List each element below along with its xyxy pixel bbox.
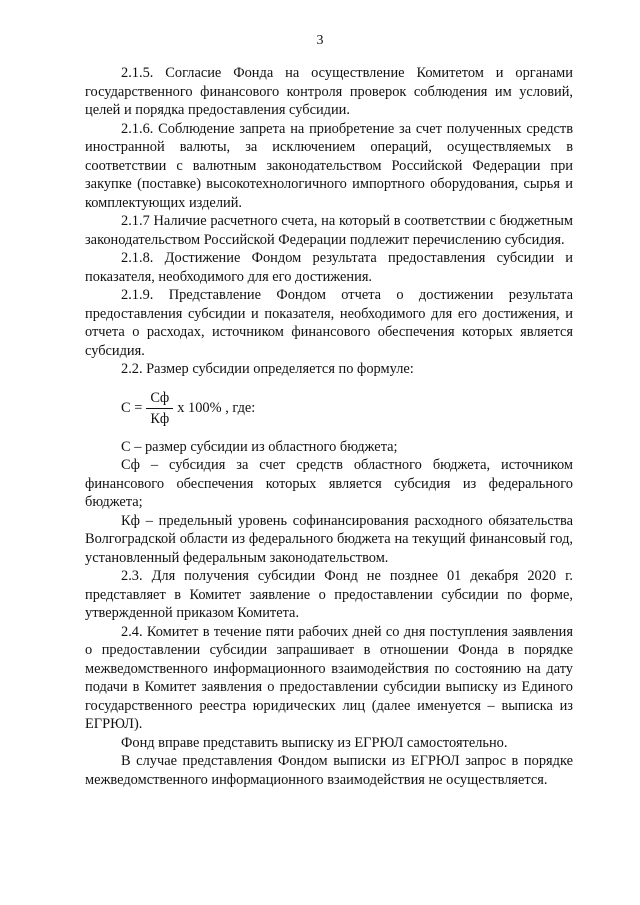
paragraph-2-1-7: 2.1.7 Наличие расчетного счета, на который в соответствии с бюджетным законодательством Российской Федерации подлежит перечислению субсидия. [85, 213, 573, 248]
formula-denominator: Кф [150, 410, 170, 427]
formula-fraction [146, 389, 173, 428]
formula-numerator: Сф [146, 389, 173, 409]
formula-lhs: С = [121, 399, 143, 416]
paragraph-2-1-9: 2.1.9. Представление Фондом отчета о достижении результата предоставления субсидии и показателя, необходимого для его достижения, и отчета о расходах, источником финансового обеспечения которых является субсидия. [85, 287, 573, 359]
definition-sf: Сф – субсидия за счет средств областного бюджета, источником финансового обеспечения которых является субсидия из федерального бюджета; [85, 457, 573, 510]
paragraph-2-1-6: 2.1.6. Соблюдение запрета на приобретение за счет полученных средств иностранной валюты, за исключением операций, осуществляемых в соответствии с валютным законодательством Российской Федерации при закупке (поставке) высокотехнологичного импортного оборудования, сырья и комплектующих изделий. [85, 120, 573, 211]
subsidy-formula [121, 389, 573, 428]
formula-rhs: х 100% , где: [177, 399, 256, 416]
paragraph-2-3: 2.3. Для получения субсидии Фонд не позднее 01 декабря 2020 г. представляет в Комитет заявление о предоставлении субсидии по форме, утвержденной приказом Комитета. [85, 568, 573, 621]
paragraph-2-4: 2.4. Комитет в течение пяти рабочих дней со дня поступления заявления о предоставлении субсидии запрашивает в отношении Фонда в порядке межведомственного информационного взаимодействия по состоянию на дату подачи в Комитет заявления о предоставлении субсидии выписку из Единого государственного реестра юридических лиц (далее именуется – выписка из ЕГРЮЛ). [85, 623, 573, 732]
definition-kf: Кф – предельный уровень софинансирования расходного обязательства Волгоградской области из федерального бюджета на текущий финансовый год, установленный федеральным законодательством. [85, 512, 573, 566]
paragraph-self-submission: Фонд вправе представить выписку из ЕГРЮЛ самостоятельно. [121, 734, 508, 751]
paragraph-request-not-made: В случае представления Фондом выписки из ЕГРЮЛ запрос в порядке межведомственного информационного взаимодействия не осуществляется. [85, 753, 573, 788]
paragraph-2-1-5: 2.1.5. Согласие Фонда на осуществление Комитетом и органами государственного финансового контроля проверок соблюдения им условий, целей и порядка предоставления субсидии. [85, 65, 573, 118]
paragraph-2-1-8: 2.1.8. Достижение Фондом результата предоставления субсидии и показателя, необходимого для его достижения. [85, 250, 573, 285]
document-body [85, 64, 573, 789]
paragraph-2-2: 2.2. Размер субсидии определяется по формуле: [121, 361, 414, 377]
page-number: 3 [316, 33, 324, 48]
definition-c: С – размер субсидии из областного бюджета; [121, 438, 398, 455]
